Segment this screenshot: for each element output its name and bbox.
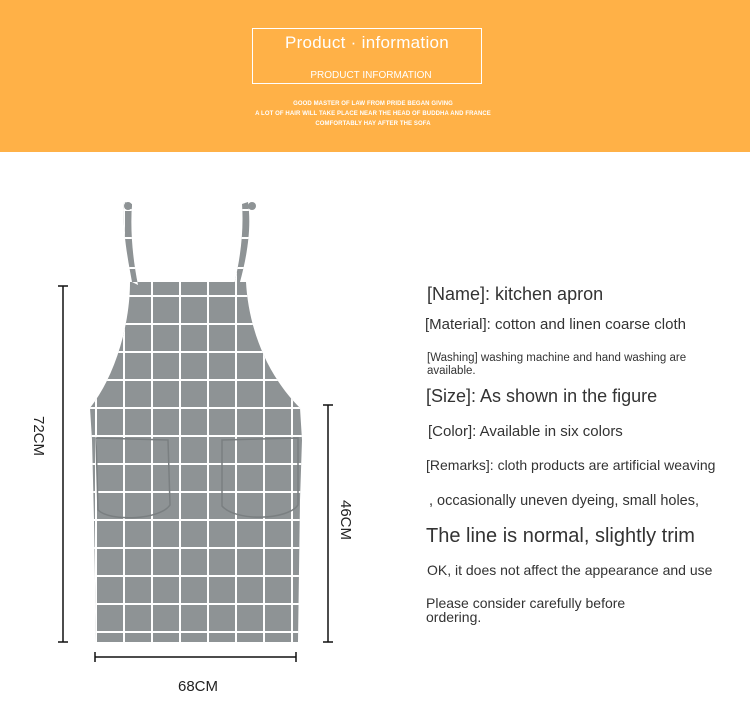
- length-dimension-line: [58, 286, 68, 642]
- pocket-label: 46CM: [337, 500, 354, 541]
- banner-subtitle: PRODUCT INFORMATION: [310, 70, 432, 81]
- info-note: Please consider carefully before ordering.: [426, 595, 626, 625]
- info-remarks: [Remarks]: cloth products are artificial weaving: [426, 457, 716, 473]
- width-label: 68CM: [178, 678, 219, 695]
- info-material: [Material]: cotton and linen coarse cloth: [425, 316, 686, 333]
- info-washing: [Washing] washing machine and hand washing are available.: [427, 352, 687, 377]
- banner-title: Product · information: [284, 33, 450, 52]
- banner-small-line: COMFORTABLY HAY AFTER THE SOFA: [315, 121, 431, 127]
- apron-figure: [0, 152, 410, 708]
- width-dimension-line: [95, 652, 296, 662]
- banner-small-line: GOOD MASTER OF LAW FROM PRIDE BEGAN GIVING: [293, 101, 453, 107]
- info-remarks-4: OK, it does not affect the appearance and use: [427, 562, 713, 578]
- length-label: 72CM: [30, 416, 47, 457]
- info-remarks-2: , occasionally uneven dyeing, small holes,: [429, 493, 700, 509]
- banner-small-line: A LOT OF HAIR WILL TAKE PLACE NEAR THE HEAD OF BUDDHA AND FRANCE: [255, 111, 491, 117]
- info-color: [Color]: Available in six colors: [428, 423, 623, 440]
- pocket-dimension-line: [323, 405, 333, 642]
- info-remarks-3: The line is normal, slightly trim: [426, 525, 695, 547]
- info-name: [Name]: kitchen apron: [427, 284, 604, 304]
- info-size: [Size]: As shown in the figure: [426, 386, 658, 406]
- header-banner: [0, 0, 750, 152]
- apron-illustration: [0, 152, 410, 708]
